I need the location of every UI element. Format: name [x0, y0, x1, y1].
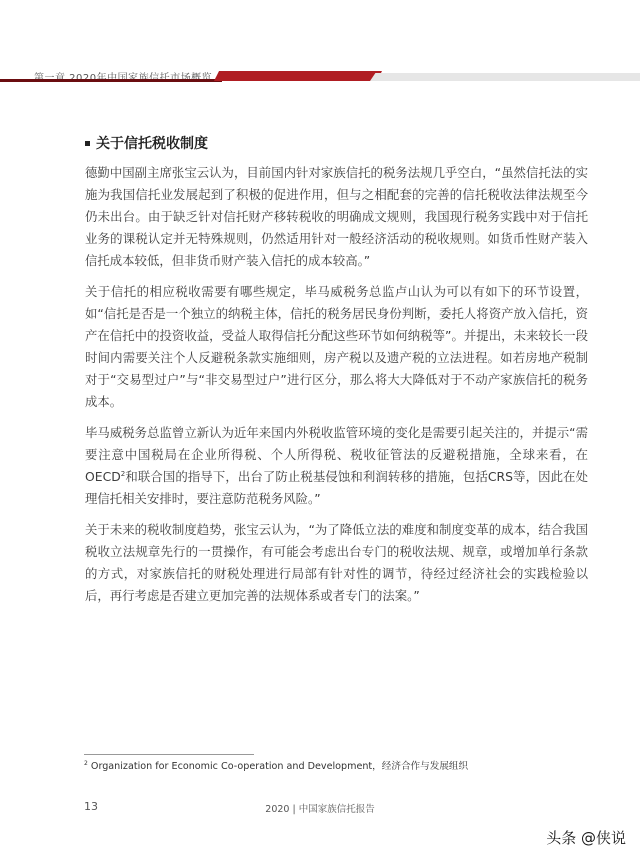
paragraph-3-part-2: 和联合国的指导下，出台了防止税基侵蚀和利润转移的措施，包括CRS等，因此在处理信托相关安排时，要注意防范税务风险。”: [85, 469, 588, 506]
header-band-gray: [370, 73, 640, 81]
footnote-text: Organization for Economic Co-operation and Development，经济合作与发展组织: [90, 761, 469, 772]
paragraph-1: 德勤中国副主席张宝云认为，目前国内针对家族信托的税务法规几乎空白，“虽然信托法的实施为我国信托业发展起到了积极的促进作用，但与之相配套的完善的信托税收法律法规至今仍未出台。由于缺乏针对信托财产移转税收的明确成文规则，我国现行税务实践中对于信托业务的课税认定并无特殊规则，仍然适用针对一般经济活动的税收规则。如货币性财产装入信托成本较低，但非货币财产装入信托的成本较高。”: [85, 165, 588, 268]
header-band-red: [214, 71, 382, 81]
report-footer: 2020 | 中国家族信托报告: [265, 804, 375, 815]
paragraph-2: 关于信托的相应税收需要有哪些规定，毕马威税务总监卢山认为可以有如下的环节设置，如“信托是否是一个独立的纳税主体，信托的税务居民身份判断，委托人将资产放入信托，资产在信托中的投资收益，受益人取得信托分配这些环节如何纳税等”。并提出，未来较长一段时间内需要关注个人反避税条款实施细则，房产税以及遗产税的立法进程。如若房地产税制对于“交易型过户”与“非交易型过户”进行区分，那么将大大降低对于不动产家族信托的税务成本。: [85, 284, 588, 409]
paragraph-4: 关于未来的税收制度趋势，张宝云认为，“为了降低立法的难度和制度变革的成本，结合我国税收立法规章先行的一贯操作，有可能会考虑出台专门的税收法规、规章，或增加单行条款的方式，对家族信托的财税处理进行局部有针对性的调节，待经过经济社会的实践检验以后，再行考虑是否建立更加完善的法规体系或者专门的法案。”: [85, 522, 588, 603]
watermark: 头条 @侠说: [546, 829, 626, 847]
paragraph-3: [85, 422, 588, 510]
page-number: 13: [84, 800, 98, 813]
section-title-text: 关于信托税收制度: [96, 136, 208, 152]
footnote-divider: [84, 754, 254, 755]
footnote: [84, 758, 468, 772]
square-bullet-icon: [85, 141, 90, 146]
section-heading: [85, 133, 208, 153]
footnote-number: 2: [84, 759, 88, 767]
footnote-ref-2[interactable]: 2: [120, 469, 126, 478]
body-text: [85, 162, 588, 616]
paragraph-3-part-1: 毕马威税务总监曾立新认为近年来国内外税收监管环境的变化是需要引起关注的，并提示“需要注意中国税局在企业所得税、个人所得税、税收征管法的反避税措施，全球来看，在OECD: [85, 425, 588, 484]
header-band-dark: [0, 79, 222, 82]
